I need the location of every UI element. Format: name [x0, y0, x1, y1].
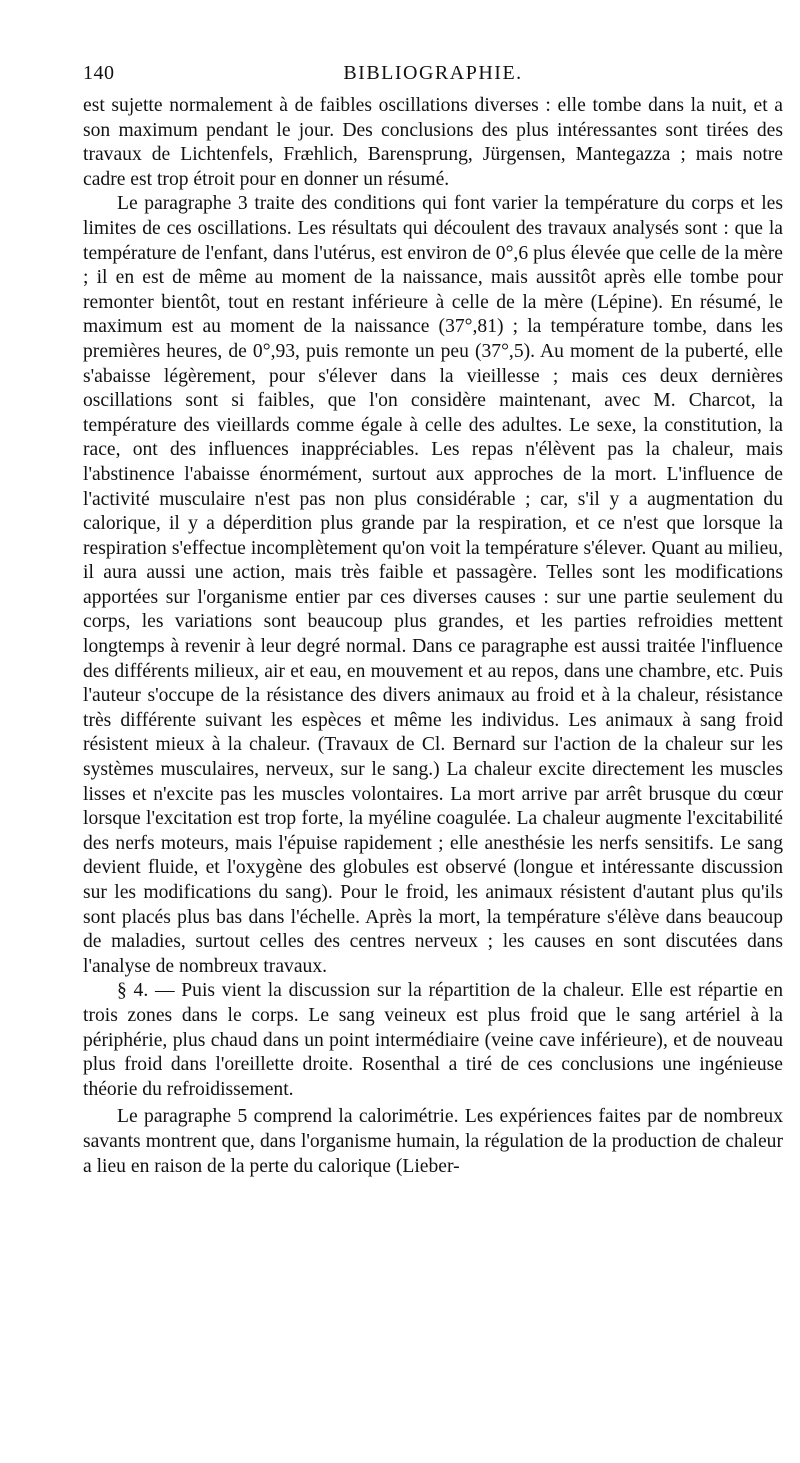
paragraph-1: est sujette normalement à de faibles oscillations diverses : elle tombe dans la nuit, et a son maximum pendant le jour. Des conclusions des plus intéressantes sont tirées des travaux de Lichtenfels, Fræhlich, Barensprung, Jürgensen, Mantegazza ; mais notre cadre est trop étroit pour en donner un résumé.: [83, 95, 783, 190]
running-title: BIBLIOGRAPHIE.: [343, 62, 523, 84]
paragraph-4: Le paragraphe 5 comprend la calorimétrie. Les expériences faites par de nombreux savants montrent que, dans l'organisme humain, la régulation de la production de chaleur a lieu en raison de la perte du calorique (Lieber-: [83, 1106, 783, 1177]
paragraph-2: Le paragraphe 3 traite des conditions qui font varier la température du corps et les limites de ces oscillations. Les résultats qui découlent des travaux analysés sont : que la température de l'enfant, dans l'utérus, est environ de 0°,6 plus élevée que celle de la mère ; il en est de même au moment de la naissance, mais aussitôt après elle tombe pour remonter bientôt, tout en restant inférieure à celle de la mère (Lépine). En résumé, le maximum est au moment de la naissance (37°,81) ; la température tombe, dans les premières heures, de 0°,93, puis remonte un peu (37°,5). Au moment de la puberté, elle s'abaisse légèrement, pour s'élever dans la vieillesse ; mais ces deux dernières oscillations sont si faibles, que l'on considère maintenant, avec M. Charcot, la température des vieillards comme égale à celle des adultes. Le sexe, la constitution, la race, ont des influences inappréciables. Les repas n'élèvent pas la chaleur, mais l'abstinence l'abaisse énormément, surtout aux approches de la mort. L'influence de l'activité musculaire n'est pas non plus considérable ; car, s'il y a augmentation du calorique, il y a déperdition plus grande par la respiration, et ce n'est que lorsque la respiration s'effectue incomplètement qu'on voit la température s'élever. Quant au milieu, il aura aussi une action, mais très faible et passagère. Telles sont les modifications apportées sur l'organisme entier par ces diverses causes : sur une partie seulement du corps, les variations sont beaucoup plus grandes, et les parties refroidies mettent longtemps à revenir à leur degré normal. Dans ce paragraphe est aussi traitée l'influence des différents milieux, air et eau, en mouvement et au repos, dans une chambre, etc. Puis l'auteur s'occupe de la résistance des divers animaux au froid et à la chaleur, résistance très différente suivant les espèces et même les individus. Les animaux à sang froid résistent mieux à la chaleur. (Travaux de Cl. Bernard sur l'action de la chaleur sur les systèmes musculaires, nerveux, sur le sang.) La chaleur excite directement les muscles lisses et n'excite pas les muscles volontaires. La mort arrive par arrêt brusque du cœur lorsque l'excitation est trop forte, la myéline coagulée. La chaleur augmente l'excitabilité des nerfs moteurs, mais l'épuise rapidement ; elle anesthésie les nerfs sensitifs. Le sang devient fluide, et l'oxygène des globules est observé (longue et intéressante discussion sur les modifications du sang). Pour le froid, les animaux résistent d'autant plus qu'ils sont placés plus bas dans l'échelle. Après la mort, la température s'élève dans beaucoup de maladies, surtout celles des centres nerveux ; les causes en sont discutées dans l'analyse de nombreux travaux.: [83, 193, 783, 977]
book-page: [83, 62, 783, 1179]
body-text: [83, 94, 783, 1179]
paragraph-3: § 4. — Puis vient la discussion sur la répartition de la chaleur. Elle est répartie en trois zones dans le corps. Le sang veineux est plus froid que le sang artériel à la périphérie, plus chaud dans un point intermédiaire (veine cave inférieure), et de nouveau plus froid dans l'oreillette droite. Rosenthal a tiré de ces conclusions une ingénieuse théorie du refroidissement.: [83, 980, 783, 1100]
page-header: [83, 62, 783, 94]
page-number: 140: [83, 62, 115, 84]
